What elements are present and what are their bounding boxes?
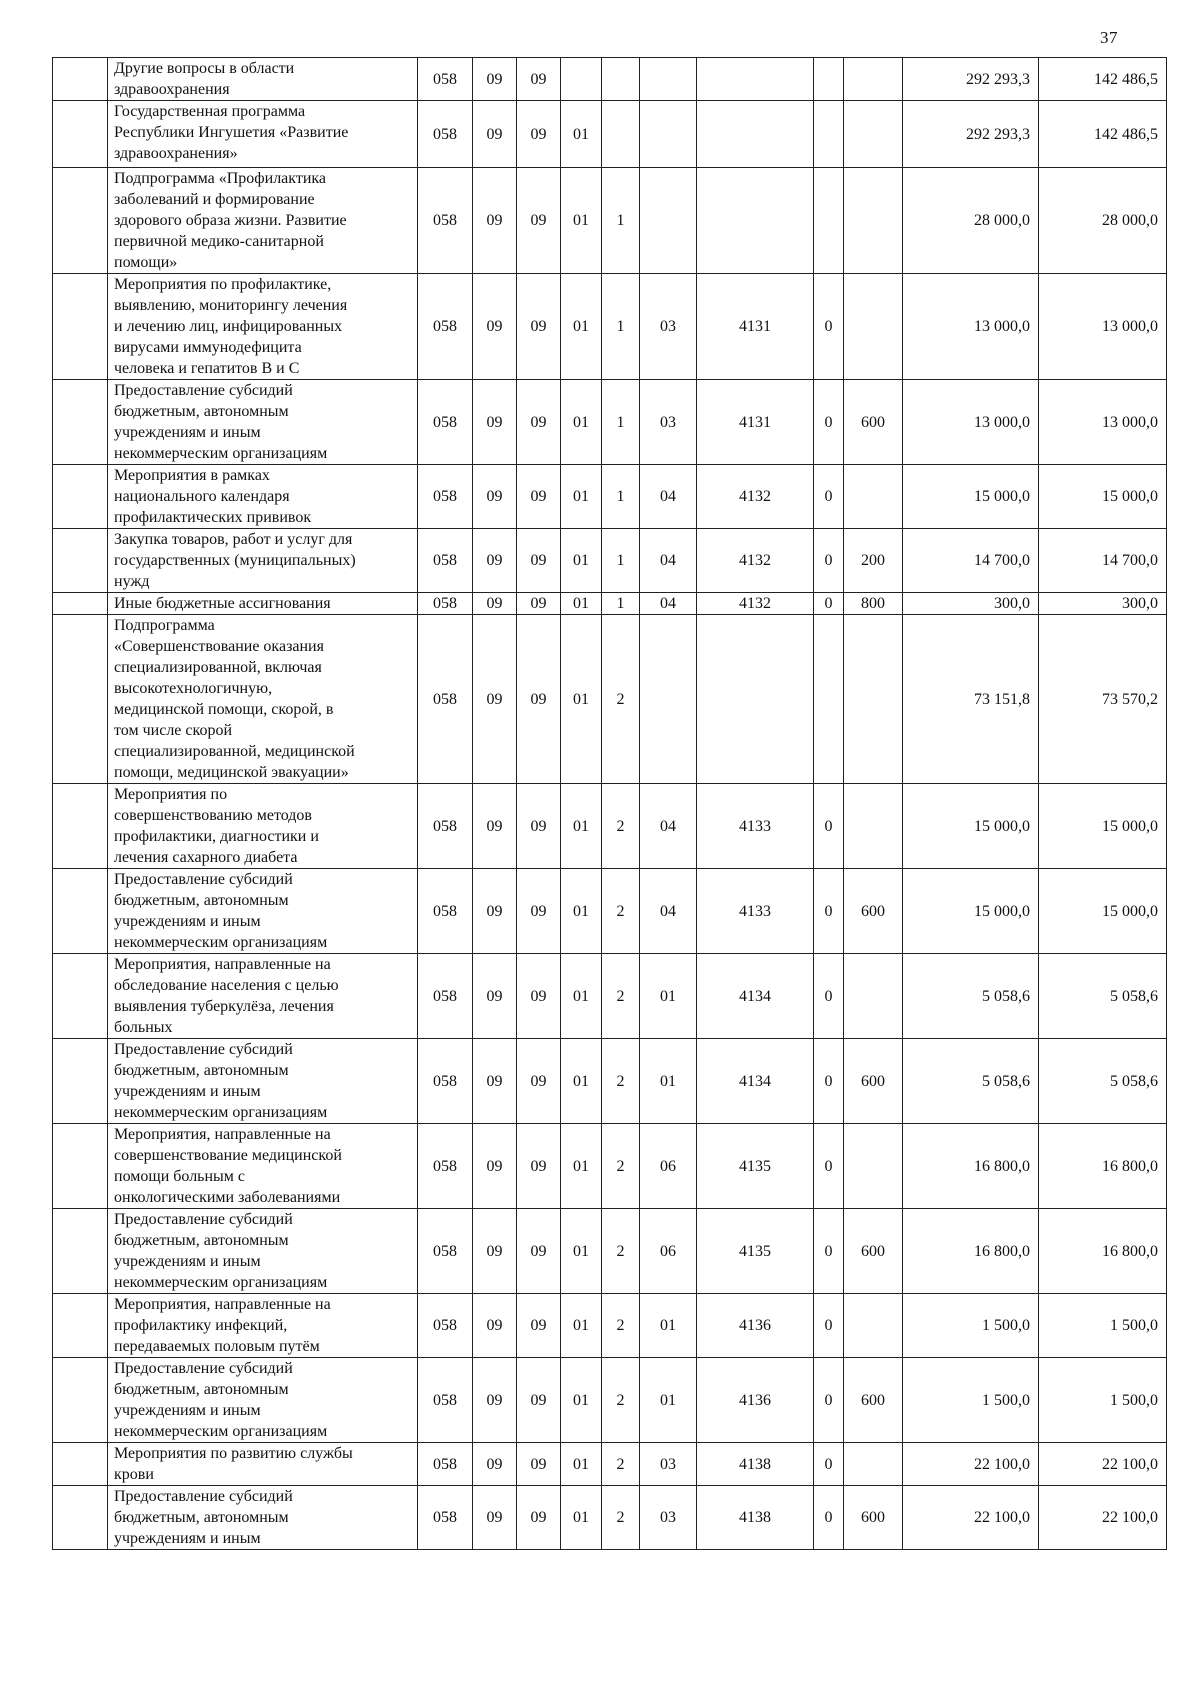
page-number: 37	[1100, 28, 1118, 47]
code-cell-c3: 09	[517, 615, 561, 784]
code-cell-c6	[640, 168, 697, 274]
code-cell-c7: 4138	[697, 1486, 814, 1550]
sum-cell-s1: 5 058,6	[903, 954, 1039, 1039]
code-cell-c9	[844, 615, 903, 784]
row-index-cell	[53, 101, 108, 168]
code-cell-c8	[814, 168, 844, 274]
code-cell-c2: 09	[473, 1443, 517, 1486]
code-cell-c5: 2	[602, 784, 640, 869]
sum-cell-s1: 1 500,0	[903, 1294, 1039, 1358]
row-name-cell: Предоставление субсидий бюджетным, автономным учреждениям и иным некоммерческим организациям	[108, 1039, 418, 1124]
row-index-cell	[53, 274, 108, 380]
row-name-cell: Мероприятия, направленные на совершенствование медицинской помощи больным с онкологическими заболеваниями	[108, 1124, 418, 1209]
code-cell-c1: 058	[418, 869, 473, 954]
code-cell-c7: 4133	[697, 784, 814, 869]
table-row	[53, 784, 1167, 869]
row-index-cell	[53, 1294, 108, 1358]
code-cell-c9: 600	[844, 380, 903, 465]
sum-cell-s2: 16 800,0	[1039, 1209, 1167, 1294]
code-cell-c9	[844, 274, 903, 380]
code-cell-c8: 0	[814, 784, 844, 869]
code-cell-c6: 03	[640, 1443, 697, 1486]
code-cell-c3: 09	[517, 1124, 561, 1209]
code-cell-c6	[640, 101, 697, 168]
code-cell-c4: 01	[561, 954, 602, 1039]
sum-cell-s2: 73 570,2	[1039, 615, 1167, 784]
code-cell-c8: 0	[814, 380, 844, 465]
code-cell-c1: 058	[418, 954, 473, 1039]
table-row	[53, 593, 1167, 615]
code-cell-c4: 01	[561, 465, 602, 529]
code-cell-c8: 0	[814, 593, 844, 615]
row-name-cell: Предоставление субсидий бюджетным, автономным учреждениям и иным некоммерческим организациям	[108, 869, 418, 954]
code-cell-c3: 09	[517, 1209, 561, 1294]
code-cell-c2: 09	[473, 615, 517, 784]
code-cell-c7: 4132	[697, 529, 814, 593]
code-cell-c1: 058	[418, 1486, 473, 1550]
row-index-cell	[53, 1039, 108, 1124]
row-name-cell: Мероприятия по профилактике, выявлению, мониторингу лечения и лечению лиц, инфицированных вирусами иммунодефицита человека и гепатитов В и С	[108, 274, 418, 380]
code-cell-c6: 06	[640, 1209, 697, 1294]
code-cell-c8: 0	[814, 529, 844, 593]
table-row	[53, 380, 1167, 465]
code-cell-c6: 06	[640, 1124, 697, 1209]
code-cell-c1: 058	[418, 1443, 473, 1486]
row-name-cell: Другие вопросы в области здравоохранения	[108, 58, 418, 101]
row-index-cell	[53, 1209, 108, 1294]
row-name-cell: Иные бюджетные ассигнования	[108, 593, 418, 615]
code-cell-c3: 09	[517, 465, 561, 529]
code-cell-c3: 09	[517, 274, 561, 380]
code-cell-c7: 4135	[697, 1209, 814, 1294]
code-cell-c7	[697, 168, 814, 274]
row-name-cell: Предоставление субсидий бюджетным, автономным учреждениям и иным некоммерческим организациям	[108, 1358, 418, 1443]
code-cell-c3: 09	[517, 58, 561, 101]
code-cell-c3: 09	[517, 593, 561, 615]
sum-cell-s2: 15 000,0	[1039, 869, 1167, 954]
row-name-cell: Предоставление субсидий бюджетным, автономным учреждениям и иным	[108, 1486, 418, 1550]
code-cell-c2: 09	[473, 274, 517, 380]
sum-cell-s1: 1 500,0	[903, 1358, 1039, 1443]
sum-cell-s2: 28 000,0	[1039, 168, 1167, 274]
code-cell-c6: 01	[640, 1039, 697, 1124]
code-cell-c3: 09	[517, 1486, 561, 1550]
sum-cell-s2: 142 486,5	[1039, 101, 1167, 168]
code-cell-c2: 09	[473, 101, 517, 168]
table-row	[53, 1294, 1167, 1358]
code-cell-c5: 2	[602, 1358, 640, 1443]
code-cell-c7: 4136	[697, 1294, 814, 1358]
row-index-cell	[53, 1486, 108, 1550]
code-cell-c1: 058	[418, 58, 473, 101]
code-cell-c3: 09	[517, 1358, 561, 1443]
budget-table	[52, 57, 1167, 1550]
code-cell-c3: 09	[517, 1039, 561, 1124]
row-index-cell	[53, 1443, 108, 1486]
sum-cell-s2: 15 000,0	[1039, 465, 1167, 529]
code-cell-c5: 2	[602, 954, 640, 1039]
sum-cell-s1: 292 293,3	[903, 58, 1039, 101]
code-cell-c4: 01	[561, 1039, 602, 1124]
sum-cell-s1: 15 000,0	[903, 784, 1039, 869]
sum-cell-s1: 15 000,0	[903, 869, 1039, 954]
sum-cell-s2: 13 000,0	[1039, 380, 1167, 465]
code-cell-c1: 058	[418, 380, 473, 465]
code-cell-c6: 01	[640, 1294, 697, 1358]
row-name-cell: Закупка товаров, работ и услуг для государственных (муниципальных) нужд	[108, 529, 418, 593]
code-cell-c4: 01	[561, 1358, 602, 1443]
code-cell-c9	[844, 1124, 903, 1209]
code-cell-c2: 09	[473, 465, 517, 529]
row-index-cell	[53, 1358, 108, 1443]
code-cell-c1: 058	[418, 784, 473, 869]
code-cell-c9	[844, 168, 903, 274]
code-cell-c5: 2	[602, 1124, 640, 1209]
sum-cell-s1: 5 058,6	[903, 1039, 1039, 1124]
code-cell-c3: 09	[517, 101, 561, 168]
table-row	[53, 954, 1167, 1039]
code-cell-c8: 0	[814, 1039, 844, 1124]
code-cell-c9: 600	[844, 1486, 903, 1550]
code-cell-c5	[602, 101, 640, 168]
code-cell-c4: 01	[561, 274, 602, 380]
code-cell-c4: 01	[561, 168, 602, 274]
code-cell-c2: 09	[473, 1358, 517, 1443]
row-index-cell	[53, 1124, 108, 1209]
row-name-cell: Государственная программа Республики Ингушетия «Развитие здравоохранения»	[108, 101, 418, 168]
code-cell-c4: 01	[561, 1443, 602, 1486]
row-name-cell: Подпрограмма «Профилактика заболеваний и формирование здорового образа жизни. Развитие первичной медико-санитарной помощи»	[108, 168, 418, 274]
table-row	[53, 615, 1167, 784]
code-cell-c4: 01	[561, 101, 602, 168]
code-cell-c9	[844, 954, 903, 1039]
code-cell-c9: 600	[844, 869, 903, 954]
code-cell-c7: 4132	[697, 465, 814, 529]
code-cell-c7: 4131	[697, 380, 814, 465]
code-cell-c5: 1	[602, 593, 640, 615]
code-cell-c1: 058	[418, 168, 473, 274]
code-cell-c9: 600	[844, 1358, 903, 1443]
code-cell-c4: 01	[561, 869, 602, 954]
code-cell-c9	[844, 101, 903, 168]
sum-cell-s1: 292 293,3	[903, 101, 1039, 168]
code-cell-c2: 09	[473, 593, 517, 615]
table-row	[53, 1039, 1167, 1124]
row-name-cell: Предоставление субсидий бюджетным, автономным учреждениям и иным некоммерческим организациям	[108, 380, 418, 465]
code-cell-c2: 09	[473, 1124, 517, 1209]
row-index-cell	[53, 465, 108, 529]
code-cell-c6: 04	[640, 465, 697, 529]
code-cell-c1: 058	[418, 1209, 473, 1294]
code-cell-c3: 09	[517, 529, 561, 593]
table-row	[53, 869, 1167, 954]
code-cell-c2: 09	[473, 954, 517, 1039]
code-cell-c6: 01	[640, 1358, 697, 1443]
code-cell-c1: 058	[418, 274, 473, 380]
table-row	[53, 1486, 1167, 1550]
code-cell-c6	[640, 615, 697, 784]
code-cell-c3: 09	[517, 784, 561, 869]
code-cell-c6: 04	[640, 529, 697, 593]
code-cell-c5	[602, 58, 640, 101]
code-cell-c4: 01	[561, 529, 602, 593]
sum-cell-s1: 22 100,0	[903, 1486, 1039, 1550]
code-cell-c9: 200	[844, 529, 903, 593]
code-cell-c4: 01	[561, 784, 602, 869]
code-cell-c7: 4133	[697, 869, 814, 954]
sum-cell-s2: 5 058,6	[1039, 954, 1167, 1039]
table-row	[53, 1124, 1167, 1209]
code-cell-c2: 09	[473, 1486, 517, 1550]
sum-cell-s2: 22 100,0	[1039, 1443, 1167, 1486]
row-index-cell	[53, 784, 108, 869]
sum-cell-s2: 13 000,0	[1039, 274, 1167, 380]
row-index-cell	[53, 593, 108, 615]
code-cell-c8: 0	[814, 1209, 844, 1294]
code-cell-c1: 058	[418, 615, 473, 784]
code-cell-c5: 1	[602, 168, 640, 274]
code-cell-c8: 0	[814, 869, 844, 954]
code-cell-c9	[844, 784, 903, 869]
code-cell-c1: 058	[418, 1358, 473, 1443]
sum-cell-s1: 13 000,0	[903, 274, 1039, 380]
row-name-cell: Мероприятия в рамках национального календаря профилактических прививок	[108, 465, 418, 529]
sum-cell-s2: 16 800,0	[1039, 1124, 1167, 1209]
sum-cell-s2: 15 000,0	[1039, 784, 1167, 869]
code-cell-c2: 09	[473, 58, 517, 101]
sum-cell-s1: 16 800,0	[903, 1209, 1039, 1294]
row-name-cell: Мероприятия, направленные на обследование населения с целью выявления туберкулёза, лечения больных	[108, 954, 418, 1039]
code-cell-c6: 04	[640, 869, 697, 954]
code-cell-c1: 058	[418, 1039, 473, 1124]
table-row	[53, 1358, 1167, 1443]
code-cell-c3: 09	[517, 869, 561, 954]
code-cell-c5: 1	[602, 465, 640, 529]
sum-cell-s1: 300,0	[903, 593, 1039, 615]
row-name-cell: Мероприятия по совершенствованию методов профилактики, диагностики и лечения сахарного диабета	[108, 784, 418, 869]
code-cell-c1: 058	[418, 465, 473, 529]
sum-cell-s1: 16 800,0	[903, 1124, 1039, 1209]
code-cell-c7: 4135	[697, 1124, 814, 1209]
row-name-cell: Мероприятия по развитию службы крови	[108, 1443, 418, 1486]
code-cell-c4	[561, 58, 602, 101]
code-cell-c5: 2	[602, 1294, 640, 1358]
code-cell-c8	[814, 101, 844, 168]
code-cell-c8: 0	[814, 274, 844, 380]
code-cell-c8: 0	[814, 465, 844, 529]
code-cell-c4: 01	[561, 1124, 602, 1209]
code-cell-c8: 0	[814, 1358, 844, 1443]
code-cell-c6: 04	[640, 593, 697, 615]
code-cell-c8	[814, 58, 844, 101]
row-index-cell	[53, 529, 108, 593]
table-row	[53, 529, 1167, 593]
sum-cell-s2: 5 058,6	[1039, 1039, 1167, 1124]
code-cell-c8: 0	[814, 954, 844, 1039]
code-cell-c6: 03	[640, 274, 697, 380]
code-cell-c3: 09	[517, 1443, 561, 1486]
code-cell-c6	[640, 58, 697, 101]
row-index-cell	[53, 58, 108, 101]
row-index-cell	[53, 168, 108, 274]
code-cell-c9: 600	[844, 1039, 903, 1124]
sum-cell-s2: 142 486,5	[1039, 58, 1167, 101]
code-cell-c7	[697, 615, 814, 784]
sum-cell-s1: 28 000,0	[903, 168, 1039, 274]
code-cell-c8	[814, 615, 844, 784]
code-cell-c3: 09	[517, 380, 561, 465]
sum-cell-s1: 15 000,0	[903, 465, 1039, 529]
sum-cell-s2: 1 500,0	[1039, 1294, 1167, 1358]
code-cell-c3: 09	[517, 168, 561, 274]
code-cell-c9	[844, 465, 903, 529]
sum-cell-s1: 73 151,8	[903, 615, 1039, 784]
sum-cell-s1: 22 100,0	[903, 1443, 1039, 1486]
sum-cell-s2: 300,0	[1039, 593, 1167, 615]
code-cell-c5: 2	[602, 1443, 640, 1486]
table-row	[53, 465, 1167, 529]
code-cell-c4: 01	[561, 1486, 602, 1550]
code-cell-c2: 09	[473, 380, 517, 465]
code-cell-c7: 4136	[697, 1358, 814, 1443]
code-cell-c9: 800	[844, 593, 903, 615]
code-cell-c8: 0	[814, 1294, 844, 1358]
code-cell-c6: 03	[640, 1486, 697, 1550]
code-cell-c1: 058	[418, 1124, 473, 1209]
code-cell-c8: 0	[814, 1443, 844, 1486]
code-cell-c4: 01	[561, 380, 602, 465]
table-row	[53, 168, 1167, 274]
code-cell-c2: 09	[473, 1039, 517, 1124]
sum-cell-s2: 22 100,0	[1039, 1486, 1167, 1550]
code-cell-c5: 1	[602, 529, 640, 593]
code-cell-c8: 0	[814, 1124, 844, 1209]
code-cell-c2: 09	[473, 1294, 517, 1358]
table-row	[53, 1443, 1167, 1486]
code-cell-c1: 058	[418, 1294, 473, 1358]
sum-cell-s1: 13 000,0	[903, 380, 1039, 465]
table-body	[53, 58, 1167, 1550]
code-cell-c7	[697, 58, 814, 101]
code-cell-c7	[697, 101, 814, 168]
row-index-cell	[53, 869, 108, 954]
code-cell-c2: 09	[473, 1209, 517, 1294]
code-cell-c4: 01	[561, 1294, 602, 1358]
code-cell-c9	[844, 1443, 903, 1486]
code-cell-c7: 4131	[697, 274, 814, 380]
code-cell-c6: 04	[640, 784, 697, 869]
table-row	[53, 274, 1167, 380]
code-cell-c3: 09	[517, 954, 561, 1039]
code-cell-c6: 01	[640, 954, 697, 1039]
code-cell-c2: 09	[473, 869, 517, 954]
code-cell-c2: 09	[473, 529, 517, 593]
code-cell-c5: 2	[602, 1209, 640, 1294]
row-index-cell	[53, 380, 108, 465]
code-cell-c5: 1	[602, 380, 640, 465]
code-cell-c2: 09	[473, 784, 517, 869]
code-cell-c6: 03	[640, 380, 697, 465]
code-cell-c5: 2	[602, 869, 640, 954]
code-cell-c1: 058	[418, 593, 473, 615]
code-cell-c4: 01	[561, 593, 602, 615]
table-row	[53, 101, 1167, 168]
code-cell-c5: 2	[602, 1486, 640, 1550]
code-cell-c1: 058	[418, 529, 473, 593]
code-cell-c7: 4134	[697, 954, 814, 1039]
code-cell-c5: 2	[602, 615, 640, 784]
code-cell-c7: 4134	[697, 1039, 814, 1124]
code-cell-c4: 01	[561, 1209, 602, 1294]
code-cell-c2: 09	[473, 168, 517, 274]
code-cell-c9: 600	[844, 1209, 903, 1294]
sum-cell-s2: 14 700,0	[1039, 529, 1167, 593]
row-index-cell	[53, 954, 108, 1039]
code-cell-c3: 09	[517, 1294, 561, 1358]
code-cell-c4: 01	[561, 615, 602, 784]
code-cell-c8: 0	[814, 1486, 844, 1550]
table-row	[53, 58, 1167, 101]
row-name-cell: Подпрограмма «Совершенствование оказания специализированной, включая высокотехнологичную, медицинской помощи, скорой, в том числе скорой специализированной, медицинской помощи, медицинской эвакуации»	[108, 615, 418, 784]
sum-cell-s1: 14 700,0	[903, 529, 1039, 593]
code-cell-c5: 2	[602, 1039, 640, 1124]
row-name-cell: Предоставление субсидий бюджетным, автономным учреждениям и иным некоммерческим организациям	[108, 1209, 418, 1294]
code-cell-c7: 4132	[697, 593, 814, 615]
row-name-cell: Мероприятия, направленные на профилактику инфекций, передаваемых половым путём	[108, 1294, 418, 1358]
table-row	[53, 1209, 1167, 1294]
code-cell-c7: 4138	[697, 1443, 814, 1486]
code-cell-c5: 1	[602, 274, 640, 380]
code-cell-c1: 058	[418, 101, 473, 168]
row-index-cell	[53, 615, 108, 784]
code-cell-c9	[844, 1294, 903, 1358]
sum-cell-s2: 1 500,0	[1039, 1358, 1167, 1443]
code-cell-c9	[844, 58, 903, 101]
